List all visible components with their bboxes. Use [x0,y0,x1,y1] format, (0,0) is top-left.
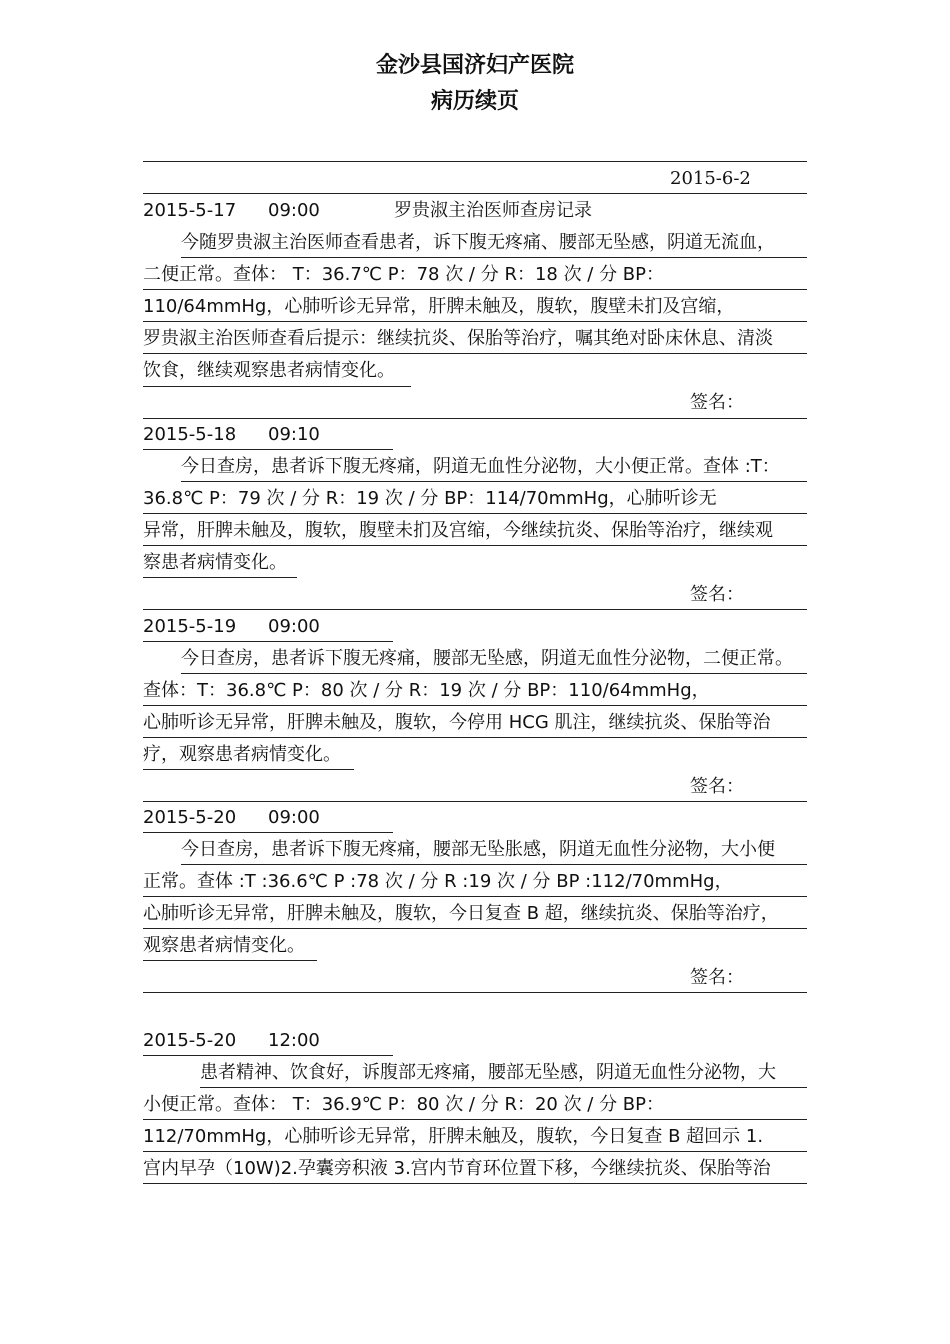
line-rule [143,1119,807,1120]
line-rule [143,928,807,929]
entry-line: 查体：T：36.8℃ P：80 次 / 分 R：19 次 / 分 BP：110/64mmHg， [143,680,710,701]
top-rule [143,161,807,162]
entry-line: 异常，肝脾未触及，腹软，腹壁未扪及宫缩，今继续抗炎、保胎等治疗，继续观 [143,520,773,541]
line-rule [143,545,807,546]
line-rule [143,1055,393,1056]
entry-rule [143,992,807,993]
line-rule [143,1151,807,1152]
entry-line: 今随罗贵淑主治医师查看患者，诉下腹无疼痛、腰部无坠感，阴道无流血， [181,232,775,253]
header-rule [143,193,807,194]
entry-line: 今日查房，患者诉下腹无疼痛，腰部无坠感，阴道无血性分泌物，二便正常。 [181,648,793,669]
entry-rule [143,609,807,610]
entry-time: 09:00 [268,200,320,221]
line-rule [143,449,393,450]
line-rule [143,321,807,322]
line-rule [143,832,393,833]
entry-rule [143,418,807,419]
entry-line: 疗，观察患者病情变化。 [143,744,341,765]
entry-line: 心肺听诊无异常，肝脾未触及，腹软，今停用 HCG 肌注，继续抗炎、保胎等治 [143,712,771,733]
line-rule [143,960,317,961]
line-rule [143,641,393,642]
hospital-name: 金沙县国济妇产医院 [375,53,574,78]
entry-time: 12:00 [268,1030,320,1051]
entry-date: 2015-5-19 [143,616,237,637]
entry-heading: 罗贵淑主治医师查房记录 [394,200,592,221]
line-rule [143,289,807,290]
signature-label: 签名： [690,584,744,605]
entry-date: 2015-5-18 [143,424,237,445]
entry-line: 饮食，继续观察患者病情变化。 [143,360,395,381]
line-rule [143,769,354,770]
entry-line: 患者精神、饮食好，诉腹部无疼痛，腰部无坠感，阴道无血性分泌物，大 [200,1062,776,1083]
entry-date: 2015-5-20 [143,1030,237,1051]
entry-date: 2015-5-20 [143,807,237,828]
line-rule [143,353,807,354]
line-rule [143,386,411,387]
line-rule [181,481,807,482]
entry-line: 观察患者病情变化。 [143,935,305,956]
entry-line: 罗贵淑主治医师查看后提示：继续抗炎、保胎等治疗，嘱其绝对卧床休息、清淡 [143,328,773,349]
entry-time: 09:00 [268,616,320,637]
entry-line: 心肺听诊无异常，肝脾未触及，腹软，今日复查 B 超，继续抗炎、保胎等治疗， [143,903,779,924]
line-rule [143,737,807,738]
line-rule [181,673,807,674]
entry-time: 09:10 [268,424,320,445]
entry-line: 小便正常。查体： T：36.9℃ P：80 次 / 分 R：20 次 / 分 BP： [143,1094,665,1115]
line-rule [143,705,807,706]
entry-line: 二便正常。查体： T：36.7℃ P：78 次 / 分 R：18 次 / 分 BP： [143,264,665,285]
entry-line: 今日查房，患者诉下腹无疼痛，腰部无坠胀感，阴道无血性分泌物，大小便 [181,839,775,860]
line-rule [181,257,807,258]
entry-rule [143,801,807,802]
line-rule [143,896,807,897]
entry-date: 2015-5-17 [143,200,237,221]
signature-label: 签名： [690,776,744,797]
page-date: 2015-6-2 [670,168,751,189]
page-subtitle: 病历续页 [430,89,519,114]
line-rule [200,1087,807,1088]
line-rule [143,577,297,578]
entry-line: 宫内早孕（10W)2.孕囊旁积液 3.宫内节育环位置下移，今继续抗炎、保胎等治 [143,1158,771,1179]
signature-label: 签名： [690,392,744,413]
line-rule [181,864,807,865]
entry-line: 今日查房，患者诉下腹无疼痛，阴道无血性分泌物，大小便正常。查体 :T： [181,456,780,477]
signature-label: 签名： [690,967,744,988]
entry-line: 112/70mmHg，心肺听诊无异常，肝脾未触及，腹软，今日复查 B 超回示 1. [143,1126,764,1147]
entry-line: 110/64mmHg，心肺听诊无异常，肝脾未触及，腹软，腹壁未扪及宫缩， [143,296,735,317]
entry-line: 察患者病情变化。 [143,552,287,573]
entry-time: 09:00 [268,807,320,828]
line-rule [143,513,807,514]
entry-line: 正常。查体 :T :36.6℃ P :78 次 / 分 R :19 次 / 分 BP :112/70mmHg， [143,871,733,892]
line-rule [143,1183,807,1184]
entry-line: 36.8℃ P：79 次 / 分 R：19 次 / 分 BP：114/70mmHg，心肺听诊无 [143,488,717,509]
